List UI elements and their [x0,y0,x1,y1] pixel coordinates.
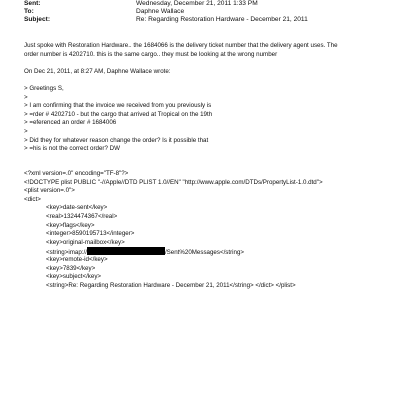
key-subject: <key>subject</key> [46,273,102,281]
quoted-line: > =his is not the correct order? DW [24,145,120,153]
dict-open-tag: <dict> [24,195,41,203]
email-body [24,42,384,154]
imap-suffix: /Sent%20Messages</string> [164,249,245,257]
imap-string-line [24,247,384,256]
imap-prefix: <string>imap:// [46,249,87,257]
redaction-bar [87,247,165,255]
quote-intro: On Dec 21, 2011, at 8:27 AM, Daphne Wallace wrote: [24,67,171,75]
reply-line-1: Just spoke with Restoration Hardware.. the 1684066 is the delivery ticket number that the delivery agent uses. The [24,42,338,49]
to-value: Daphne Wallace [136,8,185,15]
quoted-line: > [24,127,28,135]
to-label: To: [24,8,34,15]
xml-declaration: <?xml version=.0" encoding="TF-8"?> [24,170,129,177]
quoted-line: > I am confirming that the invoice we received from you previously is [24,102,212,110]
subject-value: Re: Regarding Restoration Hardware - December 21, 2011 [136,16,308,23]
sent-label: Sent: [24,0,41,7]
remote-id-value: <key>7839</key> [46,264,96,272]
quoted-line: > [24,93,28,101]
subject-label: Subject: [24,16,51,23]
subject-string: <string>Re: Regarding Restoration Hardware - December 21, 2011</string> </dict> </plist> [46,281,296,289]
reply-line-2: order number is 4202710. this is the same cargo.. they must be looking at the wrong number [24,50,278,58]
plist-block [24,170,384,290]
integer-value: <integer>8590195713</integer> [46,230,135,238]
key-remote-id: <key>remote-id</key> [46,255,108,263]
key-original-mailbox: <key>original-mailbox</key> [46,238,125,246]
quoted-line: > Greetings S, [24,84,64,92]
key-date-sent: <key>date-sent</key> [46,204,108,212]
plist-doctype: <!DOCTYPE plist PUBLIC "-//Apple//DTD PLIST 1.0//EN" "http://www.apple.com/DTDs/PropertyList-1.0.dtd"> [24,178,323,186]
quoted-line: > Did they for whatever reason change the order? Is it possible that [24,136,209,144]
sent-value: Wednesday, December 21, 2011 1:33 PM [136,0,258,7]
real-value: <real>1324474367</real> [46,212,118,220]
plist-open-tag: <plist version=.0"> [24,187,75,195]
quoted-line: > =eferenced an order # 1684006 [24,119,117,127]
key-flags: <key>flags</key> [46,221,95,229]
quoted-line: > =rder # 4202710 - but the cargo that arrived at Tropical on the 19th [24,110,213,118]
